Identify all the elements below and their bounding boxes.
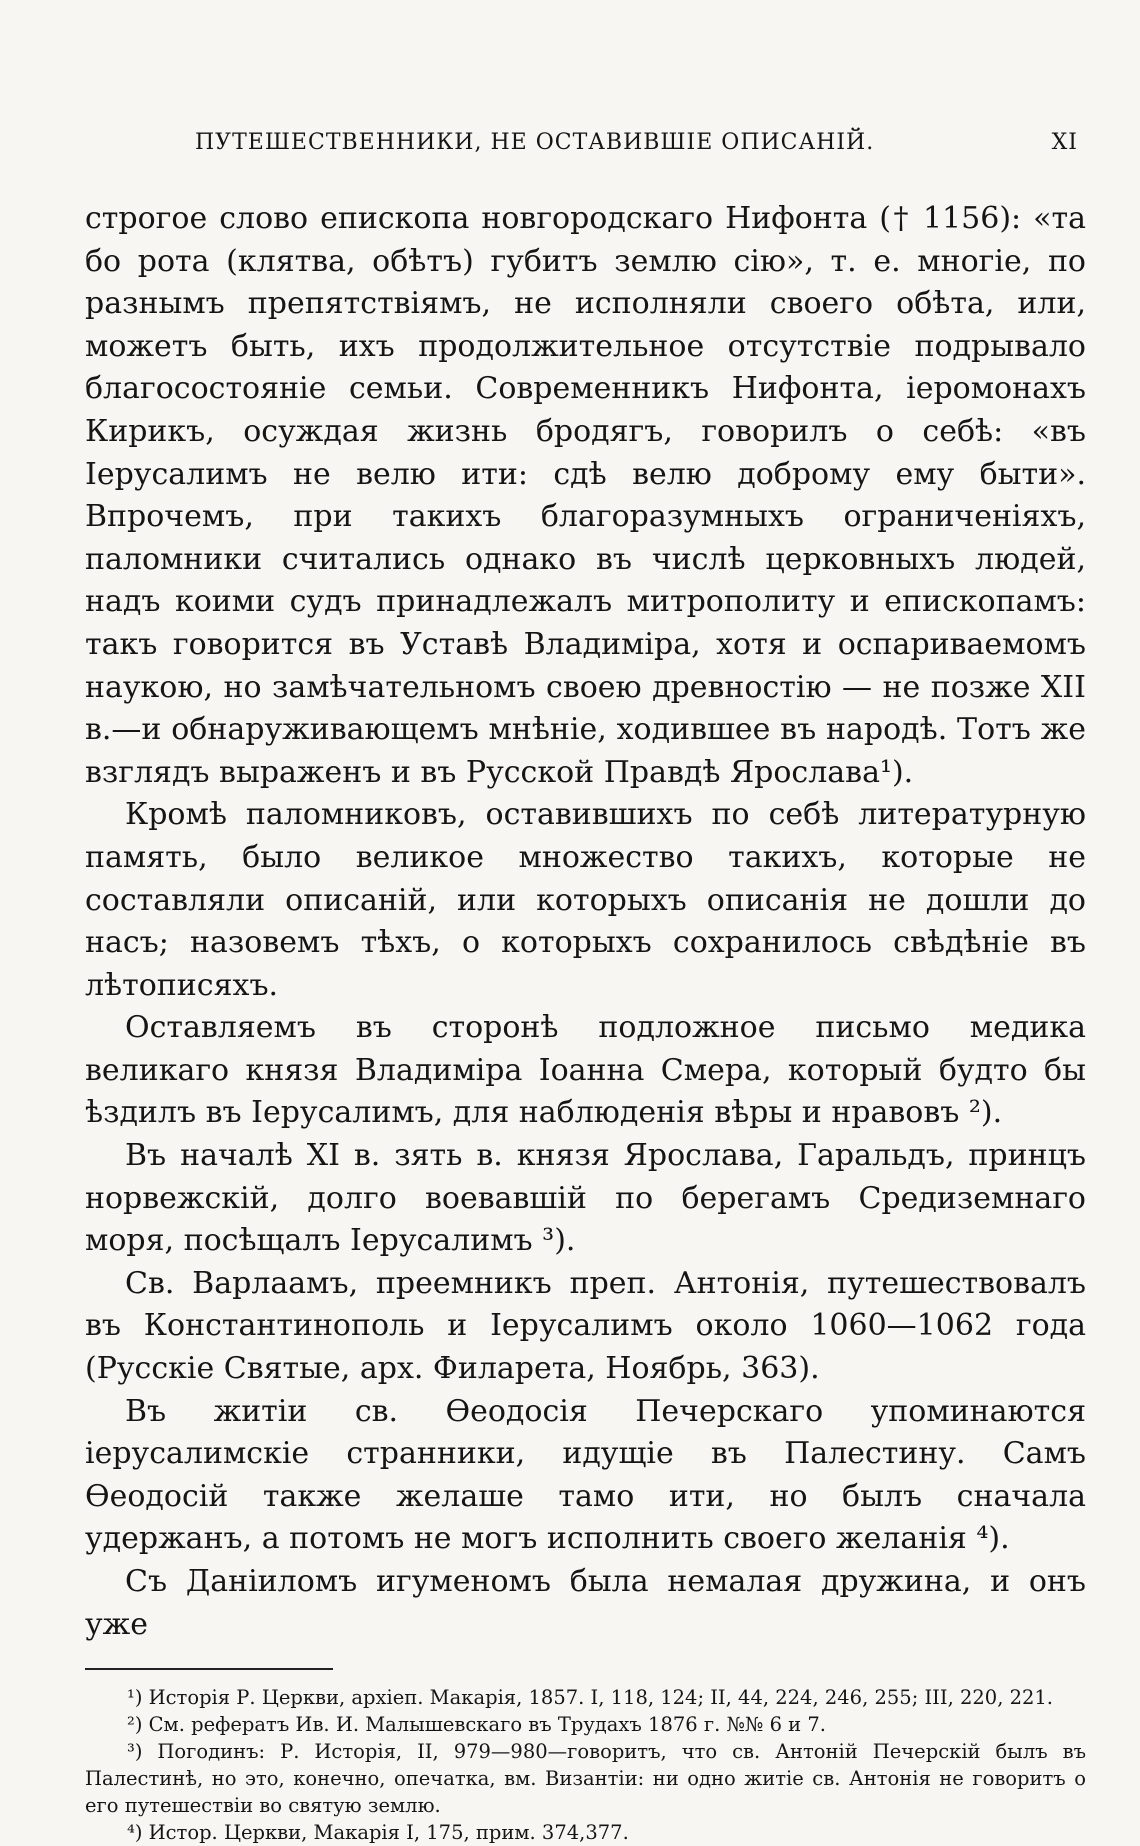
paragraph: Кромѣ паломниковъ, оставившихъ по себѣ литературную память, было великое множество такихъ, которые не составляли описаній, или которыхъ описанія не дошли до насъ; назовемъ тѣхъ, о которыхъ сохранилось свѣдѣніе въ лѣтописяхъ. [85,797,1086,1003]
footnote: ²) См. рефератъ Ив. И. Малышевскаго въ Трудахъ 1876 г. №№ 6 и 7. [127,1713,826,1737]
running-title: ПУТЕШЕСТВЕННИКИ, НЕ ОСТАВИВШІЕ ОПИСАНІЙ. [195,130,875,155]
book-page [85,130,1086,1846]
paragraph: Съ Даніиломъ игуменомъ была немалая дружина, и онъ уже [85,1564,1086,1642]
paragraph: Въ житіи св. Өеодосія Печерскаго упоминаются іерусалимскіе странники, идущіе въ Палестину. Самъ Өеодосій также желаше тамо ити, но былъ сначала удержанъ, а потомъ не могъ исполнить своего желанія ⁴). [85,1393,1086,1557]
footnote-divider [85,1668,333,1670]
page-header [85,130,1086,166]
footnote: ¹) Исторія Р. Церкви, архіеп. Макарія, 1857. I, 118, 124; II, 44, 224, 246, 255; III, 220, 221. [127,1686,1054,1710]
body-text [85,198,1086,1646]
paragraph: Въ началѣ XI в. зять в. князя Ярослава, Гаральдъ, принцъ норвежскій, долго воевавшій по берегамъ Средиземнаго моря, посѣщалъ Іерусалимъ ³). [85,1138,1086,1259]
paragraph: строгое слово епископа новгородскаго Нифонта († 1156): «та бо рота (клятва, обѣтъ) губитъ землю сію», т. е. многіе, по разнымъ препятствіямъ, не исполняли своего обѣта, или, можетъ быть, ихъ продолжительное отсутствіе подрывало благосостояніе семьи. Современникъ Нифонта, іеромонахъ Кирикъ, осуждая жизнь бродягъ, говорилъ о себѣ: «въ Іерусалимъ не велю ити: сдѣ велю доброму ему быти». Впрочемъ, при такихъ благоразумныхъ ограниченіяхъ, паломники считались однако въ числѣ церковныхъ людей, надъ коими судъ принадлежалъ митрополиту и епископамъ: такъ говорится въ Уставѣ Владиміра, хотя и оспариваемомъ наукою, но замѣчательномъ своею древностію — не позже XII в.—и обнаруживающемъ мнѣніе, ходившее въ народѣ. Тотъ же взглядъ выраженъ и въ Русской Правдѣ Ярослава¹). [85,201,1086,790]
footnote: ³) Погодинъ: Р. Исторія, II, 979—980—говоритъ, что св. Антоній Печерскій былъ въ Палестинѣ, но это, конечно, опечатка, вм. Византіи: ни одно житіе св. Антонія не говоритъ о его путешествіи во святую землю. [85,1740,1086,1818]
paragraph: Оставляемъ въ сторонѣ подложное письмо медика великаго князя Владиміра Іоанна Смера, который будто бы ѣздилъ въ Іерусалимъ, для наблюденія вѣры и нравовъ ²). [85,1010,1086,1131]
footnote: ⁴) Истор. Церкви, Макарія I, 175, прим. 374,377. [127,1821,629,1845]
page-number: XI [1051,130,1078,155]
paragraph: Св. Варлаамъ, преемникъ преп. Антонія, путешествовалъ въ Константинополь и Іерусалимъ около 1060—1062 года (Русскіе Святые, арх. Филарета, Ноябрь, 363). [85,1265,1086,1387]
footnotes [85,1684,1086,1846]
